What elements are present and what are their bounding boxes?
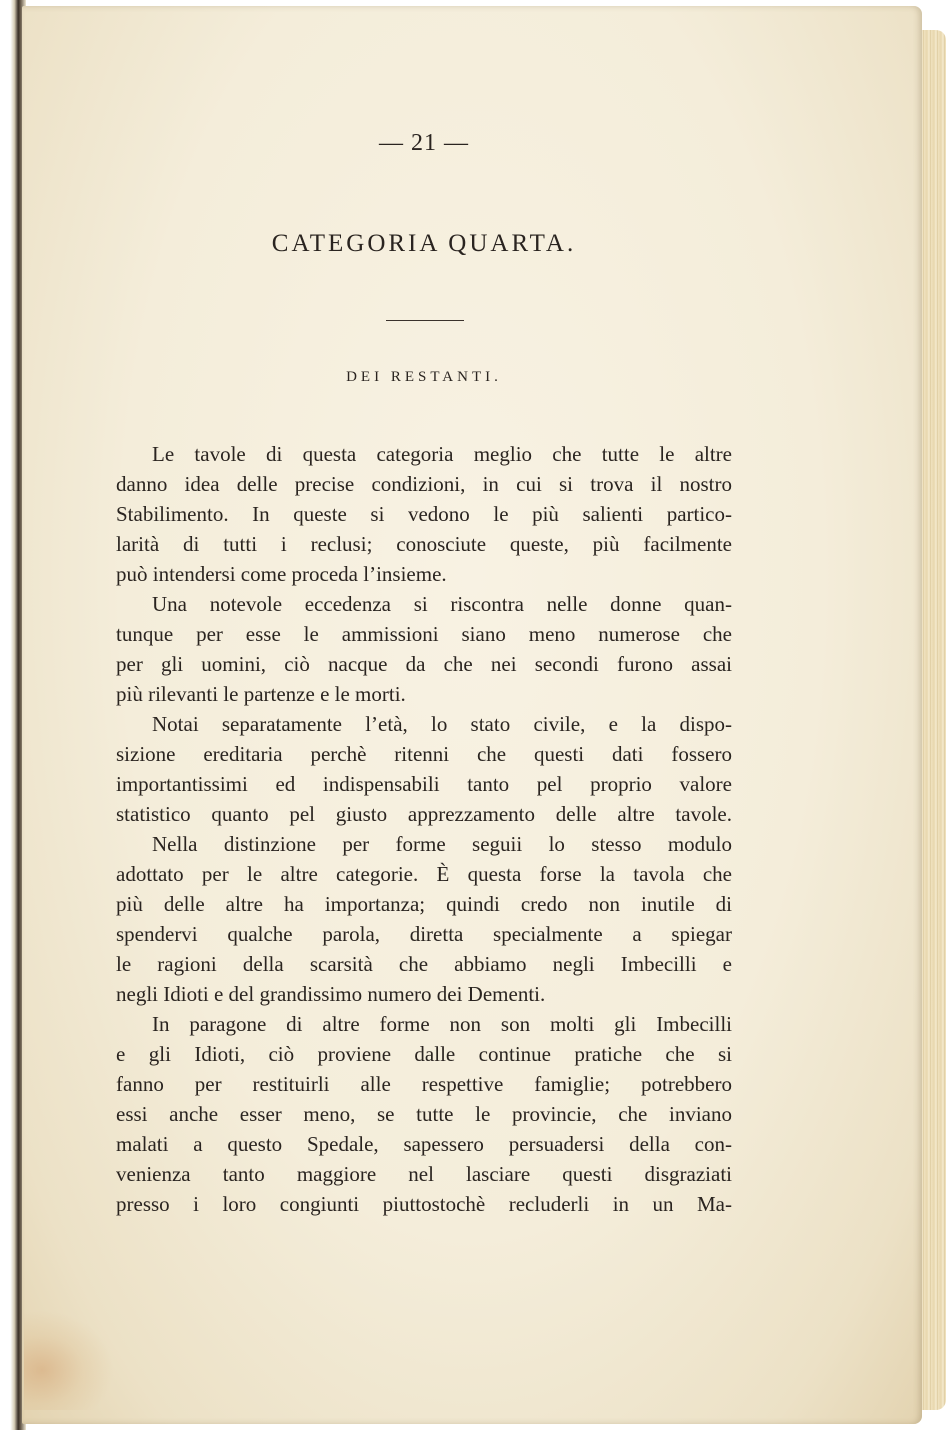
text-line: adottato per le altre categorie. È questa forse la tavola che	[116, 862, 732, 886]
text-line: può intendersi come proceda l’insieme.	[116, 562, 447, 586]
text-line: statistico quanto pel giusto apprezzamento delle altre tavole.	[116, 802, 732, 826]
text-line: e gli Idioti, ciò proviene dalle continue pratiche che si	[116, 1042, 732, 1066]
text-line: Una notevole eccedenza si riscontra nelle donne quan-	[152, 592, 732, 616]
text-line: Notai separatamente l’età, lo stato civile, e la dispo-	[152, 712, 732, 736]
body-text	[116, 439, 732, 1219]
text-line: fanno per restituirli alle respettive famiglie; potrebbero	[116, 1072, 732, 1096]
section-divider	[386, 320, 464, 321]
text-line: Stabilimento. In queste si vedono le più salienti partico-	[116, 502, 732, 526]
text-line: presso i loro congiunti piuttostochè recluderli in un Ma-	[116, 1192, 732, 1216]
text-line: le ragioni della scarsità che abbiamo negli Imbecilli e	[116, 952, 732, 976]
text-line: importantissimi ed indispensabili tanto pel proprio valore	[116, 772, 732, 796]
paper-stain	[24, 1310, 114, 1410]
text-line: negli Idioti e del grandissimo numero dei Dementi.	[116, 982, 546, 1006]
text-line: In paragone di altre forme non son molti gli Imbecilli	[152, 1012, 732, 1036]
text-line: essi anche esser meno, se tutte le provincie, che inviano	[116, 1102, 732, 1126]
text-line: più rilevanti le partenze e le morti.	[116, 682, 406, 706]
text-line: larità di tutti i reclusi; conosciute queste, più facilmente	[116, 532, 732, 556]
text-line: malati a questo Spedale, sapessero persuadersi della con-	[116, 1132, 732, 1156]
text-line: tunque per esse le ammissioni siano meno numerose che	[116, 622, 732, 646]
chapter-title: CATEGORIA QUARTA.	[271, 230, 577, 257]
text-line: Le tavole di questa categoria meglio che tutte le altre	[152, 442, 732, 466]
text-line: spendervi qualche parola, diretta specialmente a spiegar	[116, 922, 732, 946]
text-line: Nella distinzione per forme seguii lo stesso modulo	[152, 832, 732, 856]
text-line: sizione ereditaria perchè ritenni che questi dati fossero	[116, 742, 732, 766]
page-number: — 21 —	[379, 130, 469, 156]
section-title: DEI RESTANTI.	[346, 369, 502, 385]
text-line: per gli uomini, ciò nacque da che nei secondi furono assai	[116, 652, 732, 676]
text-line: danno idea delle precise condizioni, in cui si trova il nostro	[116, 472, 732, 496]
text-line: più delle altre ha importanza; quindi credo non inutile di	[116, 892, 732, 916]
text-line: venienza tanto maggiore nel lasciare questi disgraziati	[116, 1162, 732, 1186]
